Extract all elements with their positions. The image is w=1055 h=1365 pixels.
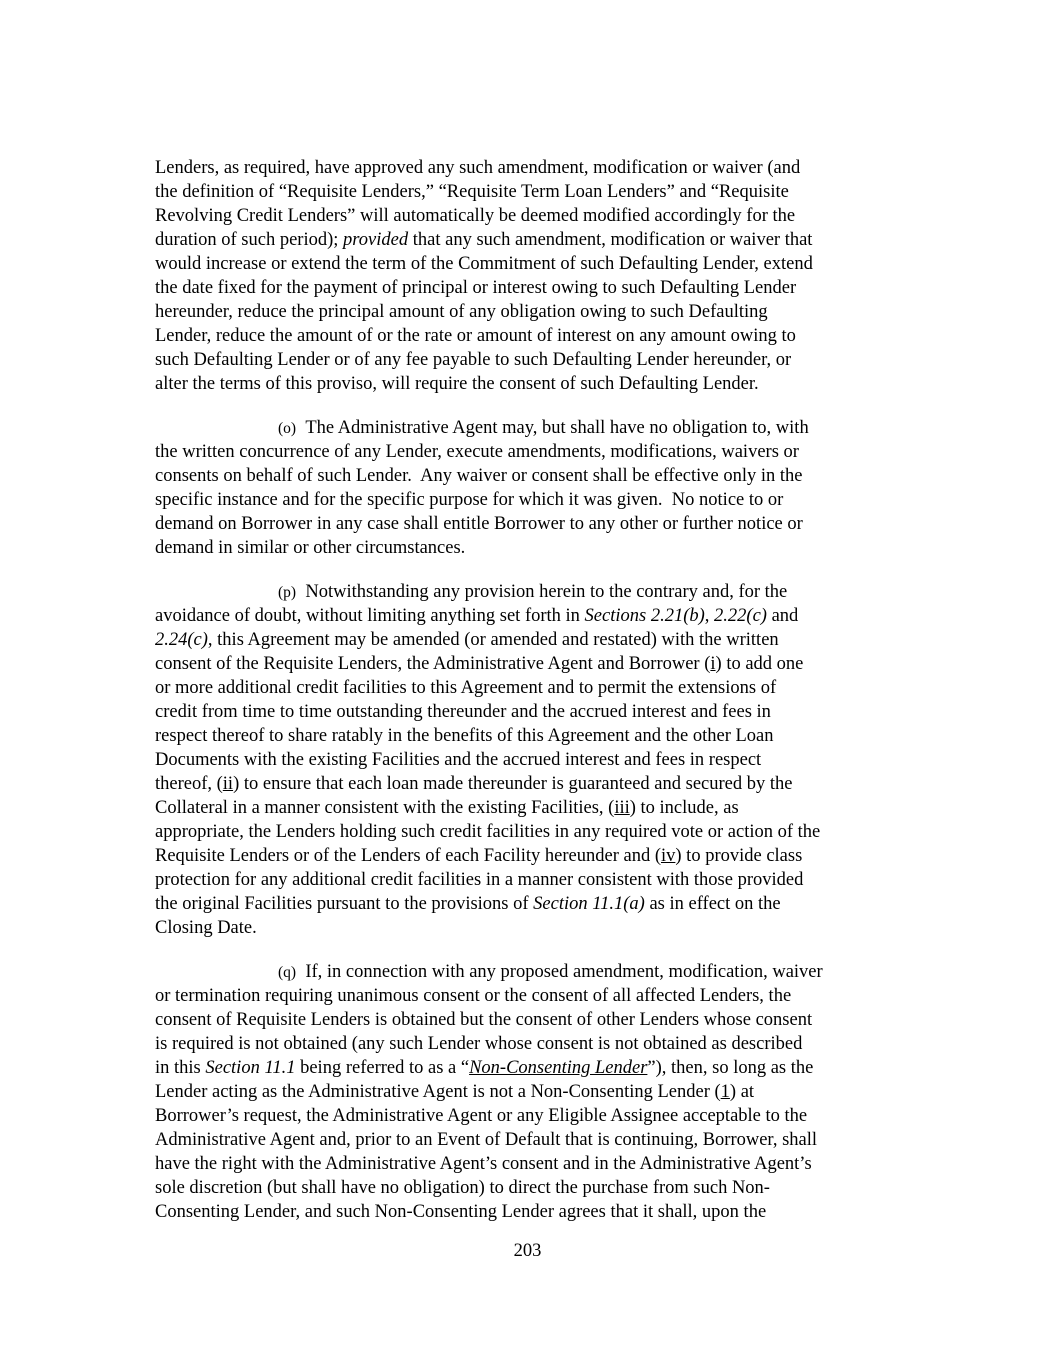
- text-line: Documents with the existing Facilities and the accrued interest and fees in respect: [155, 750, 762, 770]
- text-line: [155, 894, 781, 914]
- text-line: Lenders, as required, have approved any such amendment, modification or waiver (and: [155, 158, 801, 178]
- clause-marker: i: [710, 654, 716, 674]
- text-line: [155, 654, 803, 674]
- text-line: the date fixed for the payment of principal or interest owing to such Defaulting Lender: [155, 278, 797, 298]
- page-number: 203: [513, 1241, 542, 1261]
- text-line: [278, 418, 809, 439]
- text-run: ) to ensure that each loan made thereunder is guaranteed and secured by the: [233, 774, 793, 794]
- text-run: being referred to as a “: [295, 1058, 470, 1078]
- text-run: ) to provide class: [675, 846, 803, 866]
- clause-marker: iii: [614, 798, 630, 818]
- text-line: credit from time to time outstanding thereunder and the accrued interest and fees in: [155, 702, 771, 722]
- text-run: Notwithstanding any provision herein to the contrary and, for the: [305, 582, 788, 602]
- text-line: consent of Requisite Lenders is obtained but the consent of other Lenders whose consent: [155, 1010, 813, 1030]
- text-run: The Administrative Agent may, but shall have no obligation to, with: [305, 418, 809, 438]
- defined-term-non-consenting-lender: Non-Consenting Lender: [469, 1058, 648, 1078]
- text-line: such Defaulting Lender or of any fee payable to such Defaulting Lender hereunder, or: [155, 350, 792, 370]
- text-line: or termination requiring unanimous consent or the consent of all affected Lenders, the: [155, 986, 792, 1006]
- text-line: or more additional credit facilities to this Agreement and to permit the extensions of: [155, 678, 777, 698]
- text-line: would increase or extend the term of the Commitment of such Defaulting Lender, extend: [155, 254, 813, 274]
- text-line: have the right with the Administrative Agent’s consent and in the Administrative Agent’s: [155, 1154, 812, 1174]
- section-reference: 2.24(c): [155, 630, 208, 650]
- paragraph-label-p: (p): [278, 584, 297, 601]
- text-line: the definition of “Requisite Lenders,” “Requisite Term Loan Lenders” and “Requisite: [155, 182, 789, 202]
- clause-marker: iv: [661, 846, 676, 866]
- text-line: hereunder, reduce the principal amount of any obligation owing to such Defaulting: [155, 302, 768, 322]
- paragraph-label-o: (o): [278, 420, 297, 437]
- text-run: , this Agreement may be amended (or amended and restated) with the written: [207, 630, 779, 650]
- section-reference: 2.22(c): [714, 606, 767, 626]
- text-line: [155, 1082, 754, 1102]
- text-run: in this: [155, 1058, 206, 1078]
- text-run: consent of the Requisite Lenders, the Administrative Agent and Borrower (: [155, 654, 711, 674]
- text-run: as in effect on the: [644, 894, 781, 914]
- text-line: [155, 846, 802, 866]
- text-line: Revolving Credit Lenders” will automatically be deemed modified accordingly for the: [155, 206, 796, 226]
- text-line: sole discretion (but shall have no obligation) to direct the purchase from such Non-: [155, 1178, 770, 1198]
- text-line: Administrative Agent and, prior to an Event of Default that is continuing, Borrower, shall: [155, 1130, 818, 1150]
- text-line: Lender, reduce the amount of or the rate or amount of interest on any amount owing to: [155, 326, 796, 346]
- text-line: Closing Date.: [155, 918, 257, 938]
- text-run: ) to add one: [715, 654, 804, 674]
- paragraph-label-q: (q): [278, 964, 297, 981]
- italic-term-provided: provided: [343, 230, 409, 250]
- text-line: consents on behalf of such Lender. Any waiver or consent shall be effective only in the: [155, 466, 803, 486]
- text-line: [155, 774, 792, 794]
- text-line: alter the terms of this proviso, will require the consent of such Defaulting Lender.: [155, 374, 759, 394]
- text-run: thereof, (: [155, 774, 223, 794]
- section-reference: Section 11.1(a): [533, 894, 645, 914]
- text-line: [278, 962, 823, 983]
- text-line: demand on Borrower in any case shall entitle Borrower to any other or further notice or: [155, 514, 803, 534]
- text-line: [155, 606, 798, 626]
- text-run: Lender acting as the Administrative Agent is not a Non-Consenting Lender (: [155, 1082, 721, 1102]
- clause-marker: 1: [720, 1082, 730, 1102]
- text-run: Requisite Lenders or of the Lenders of each Facility hereunder and (: [155, 846, 661, 866]
- text-line: Borrower’s request, the Administrative Agent or any Eligible Assignee acceptable to the: [155, 1106, 808, 1126]
- text-run: avoidance of doubt, without limiting anything set forth in: [155, 606, 585, 626]
- text-run: If, in connection with any proposed amendment, modification, waiver: [305, 962, 823, 982]
- text-line: protection for any additional credit facilities in a manner consistent with those provided: [155, 870, 804, 890]
- text-line: demand in similar or other circumstances.: [155, 538, 466, 558]
- text-line: the written concurrence of any Lender, execute amendments, modifications, waivers or: [155, 442, 799, 462]
- text-line: [155, 630, 779, 650]
- text-line: [155, 798, 739, 818]
- clause-marker: ii: [222, 774, 234, 794]
- text-run: ) to include, as: [629, 798, 739, 818]
- text-line: is required is not obtained (any such Lender whose consent is not obtained as described: [155, 1034, 803, 1054]
- section-reference: Sections 2.21(b): [584, 606, 705, 626]
- text-line: respect thereof to share ratably in the benefits of this Agreement and the other Loan: [155, 726, 774, 746]
- text-run: Collateral in a manner consistent with the existing Facilities, (: [155, 798, 615, 818]
- text-run: ,: [704, 606, 715, 626]
- text-line: specific instance and for the specific purpose for which it was given. No notice to or: [155, 490, 784, 510]
- text-line: Consenting Lender, and such Non-Consenting Lender agrees that it shall, upon the: [155, 1202, 767, 1222]
- text-run: the original Facilities pursuant to the provisions of: [155, 894, 534, 914]
- section-reference: Section 11.1: [205, 1058, 296, 1078]
- text-run: ”), then, so long as the: [647, 1058, 814, 1078]
- text-line: [278, 582, 787, 603]
- text-run: that any such amendment, modification or waiver that: [408, 230, 813, 250]
- text-run: ) at: [729, 1082, 755, 1102]
- text-line: [155, 230, 812, 250]
- text-run: and: [766, 606, 799, 626]
- text-line: [155, 1058, 813, 1078]
- text-line: appropriate, the Lenders holding such credit facilities in any required vote or action of the: [155, 822, 821, 842]
- text-run: duration of such period);: [155, 230, 344, 250]
